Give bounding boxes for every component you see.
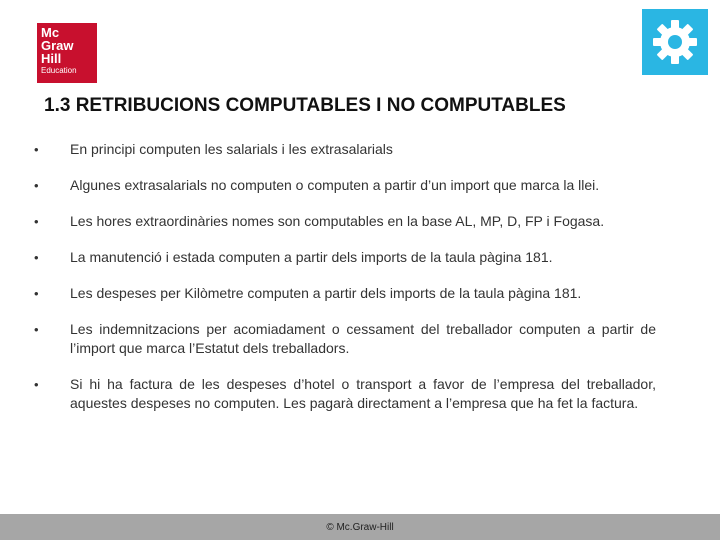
footer-bar (0, 514, 720, 540)
bullet-marker: • (34, 322, 39, 337)
list-item-text: Les hores extraordinàries nomes son computables en la base AL, MP, D, FP i Fogasa. (70, 213, 605, 229)
list-item (34, 140, 656, 159)
bullet-marker: • (34, 286, 39, 301)
list-item (34, 176, 656, 195)
list-item-text: En principi computen les salarials i les extrasalarials (70, 141, 393, 157)
logo-line-3: Hill (41, 51, 62, 66)
list-item (34, 320, 656, 358)
copyright-text: © Mc.Graw-Hill (326, 521, 394, 533)
logo-line-1: Mc (41, 25, 60, 40)
bullet-list (34, 140, 656, 413)
list-item-text: Si hi ha factura de les despeses d’hotel o transport a favor de l’empresa del treballador, aquestes despeses no computen. Les pagarà directament a l’empresa que ha fet la factura. (70, 376, 656, 411)
list-item-text: Les indemnitzacions per acomiadament o cessament del treballador computen a partir de l’import que marca l’Estatut dels treballadors. (70, 321, 656, 356)
list-item (34, 375, 656, 413)
settings-badge (642, 9, 708, 75)
bullet-marker: • (34, 377, 39, 392)
list-item-text: Algunes extrasalarials no computen o computen a partir d’un import que marca la llei. (70, 177, 600, 193)
list-item (34, 248, 656, 267)
list-item (34, 284, 656, 303)
logo-line-4: Education (41, 66, 77, 75)
bullet-marker: • (34, 250, 39, 265)
list-item (34, 212, 656, 231)
page-title: 1.3 RETRIBUCIONS COMPUTABLES I NO COMPUTABLES (44, 95, 566, 116)
list-item-text: Les despeses per Kilòmetre computen a partir dels imports de la taula pàgina 181. (70, 285, 582, 301)
bullet-marker: • (34, 214, 39, 229)
bullet-marker: • (34, 142, 39, 157)
list-item-text: La manutenció i estada computen a partir dels imports de la taula pàgina 181. (70, 249, 553, 265)
gear-icon (650, 17, 700, 67)
bullet-marker: • (34, 178, 39, 193)
logo-line-2: Graw (41, 38, 74, 53)
mcgraw-hill-logo (37, 23, 97, 83)
